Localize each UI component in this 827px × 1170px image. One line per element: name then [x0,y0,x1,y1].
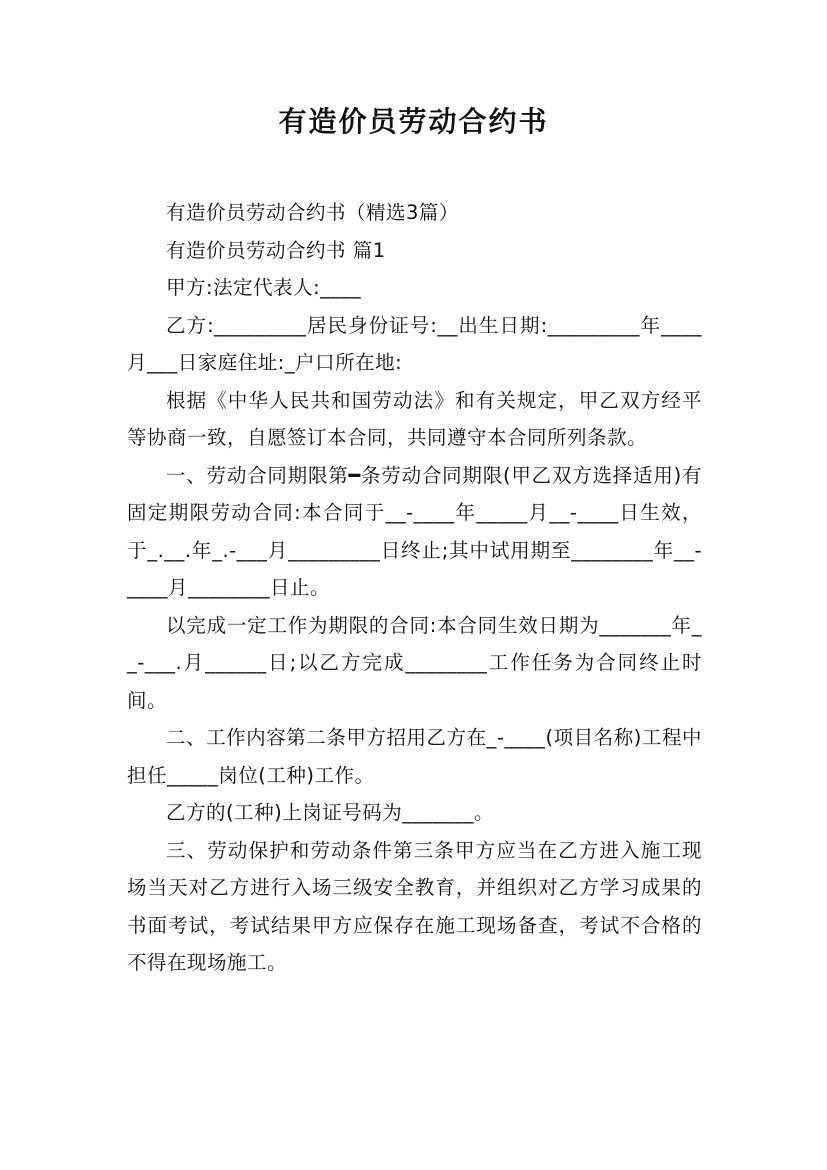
paragraph-labor-protection: 三、劳动保护和劳动条件第三条甲方应当在乙方进入施工现场当天对乙方进行入场三级安全教育，并组织对乙方学习成果的书面考试，考试结果甲方应保存在施工现场备查，考试不合格的不得在现场施工。 [127,838,702,974]
paragraph-article-number: 有造价员劳动合约书 篇1 [166,238,386,262]
paragraph-basis: 根据《中华人民共和国劳动法》和有关规定，甲乙双方经平等协商一致，自愿签订本合同，共同遵守本合同所列条款。 [127,388,702,449]
paragraph-task-term: 以完成一定工作为期限的合同:本合同生效日期为_______年__-___.月______日;以乙方完成________工作任务为合同终止时间。 [127,613,702,712]
paragraph-license-number: 乙方的(工种)上岗证号码为_______。 [166,801,494,824]
paragraph-contract-term: 一、劳动合同期限第━条劳动合同期限(甲乙双方选择适用)有固定期限劳动合同:本合同于__-____年_____月__-____日生效，于_.__.年_.-___月_________日终止;其中试用期至________年__-____月________日止。 [127,463,702,599]
paragraph-heading-selection: 有造价员劳动合约书（精选3篇） [166,201,459,224]
document-title: 有造价员劳动合约书 [278,105,549,138]
paragraph-party-a: 甲方:法定代表人:____ [166,276,362,299]
document-body [127,194,702,982]
paragraph-work-content: 二、工作内容第二条甲方招用乙方在_-____(项目名称)工程中担任_____岗位(工种)工作。 [127,726,702,787]
paragraph-party-b: 乙方:_________居民身份证号:__出生日期:_________年____月___日家庭住址:_户口所在地: [127,313,702,374]
